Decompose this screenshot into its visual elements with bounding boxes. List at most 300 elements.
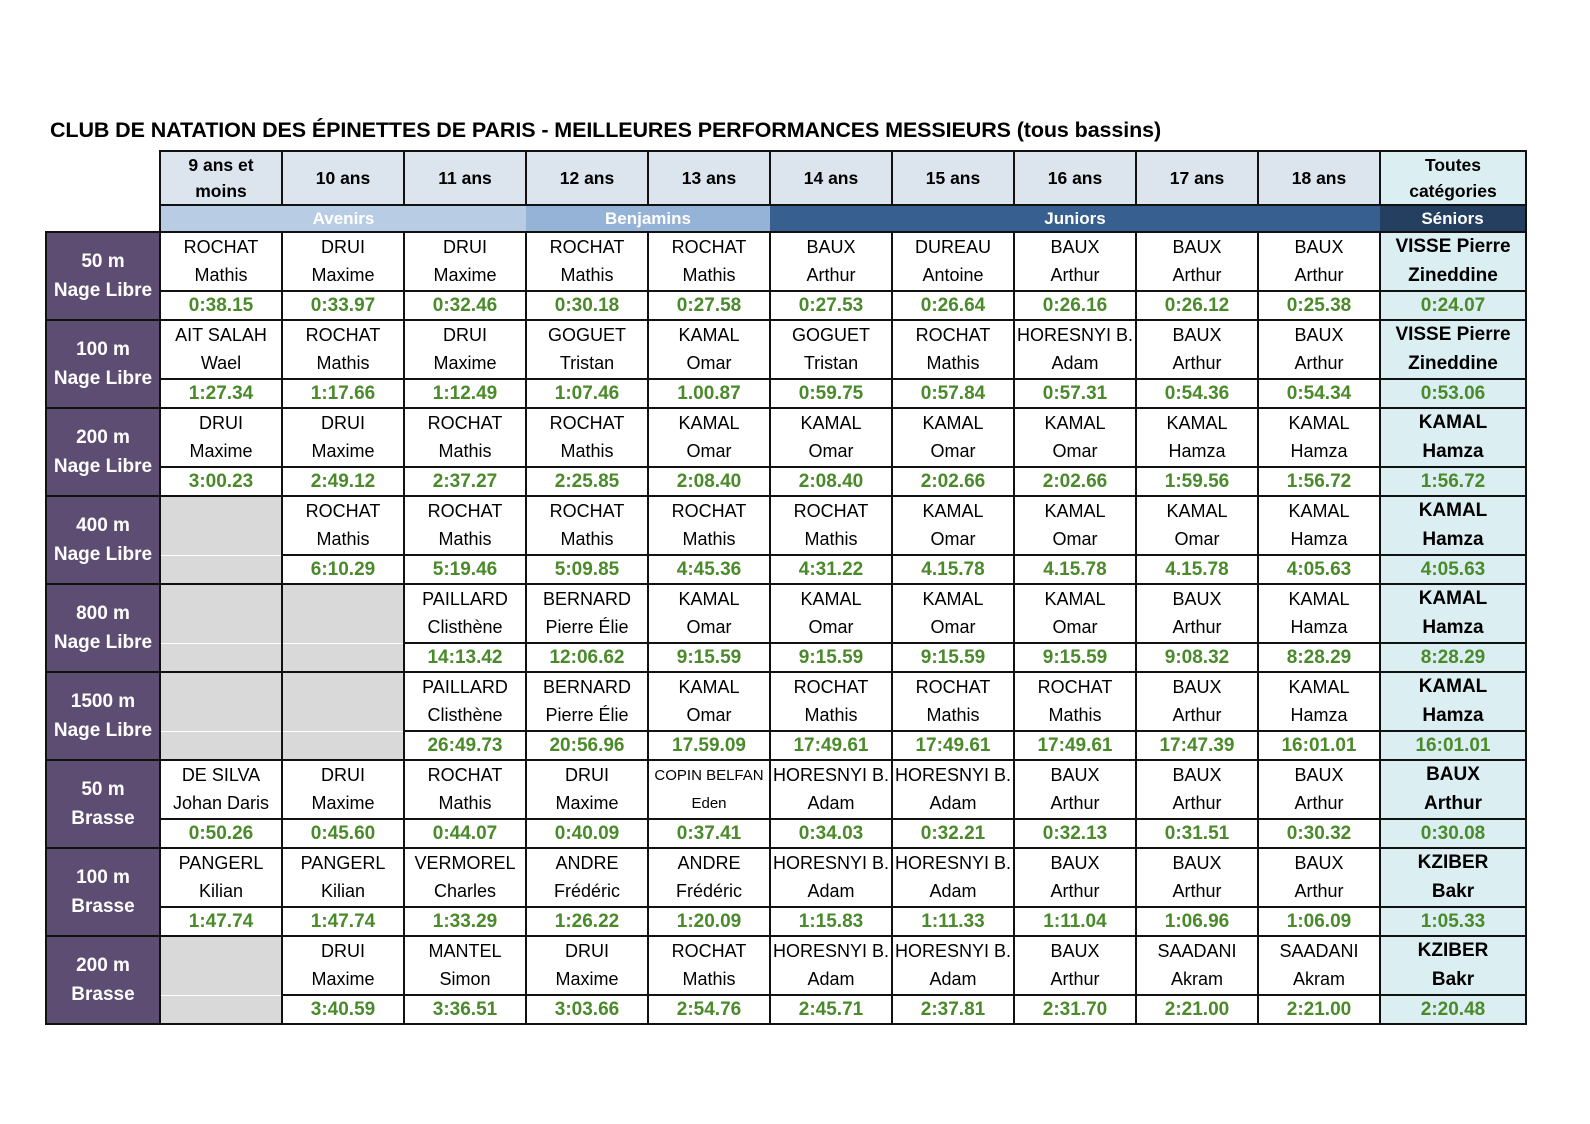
event-label-line: Nage Libre [53, 456, 153, 477]
record-time: 4:05.63 [1380, 555, 1526, 584]
record-time: 3:36.51 [404, 995, 526, 1024]
swimmer-name-line: DRUI [321, 413, 365, 433]
swimmer-name-line: BAUX [1294, 325, 1344, 345]
record-time: 5:09.85 [526, 555, 648, 584]
swimmer-name-line: KAMAL [800, 589, 862, 609]
record-time: 1.00.87 [648, 379, 770, 408]
record-time: 0:57.84 [892, 379, 1014, 408]
event-label-line: 50 m [81, 251, 125, 272]
record-time: 2:54.76 [648, 995, 770, 1024]
swimmer-name [1258, 584, 1380, 643]
record-time: 2:37.81 [892, 995, 1014, 1024]
records-table [45, 150, 1527, 1025]
record-time: 8:28.29 [1380, 643, 1526, 672]
swimmer-name-line: DRUI [565, 765, 609, 785]
swimmer-name [282, 408, 404, 467]
record-time: 2:37.27 [404, 467, 526, 496]
swimmer-name [648, 936, 770, 995]
record-time: 0:33.97 [282, 291, 404, 320]
swimmer-name [770, 936, 892, 995]
swimmer-name [892, 232, 1014, 291]
swimmer-name [1258, 672, 1380, 731]
swimmer-name-line: Mathis [316, 528, 370, 549]
swimmer-name [770, 584, 892, 643]
swimmer-name [770, 496, 892, 555]
swimmer-name-line: KAMAL [1166, 413, 1228, 433]
record-time: 2:02.66 [892, 467, 1014, 496]
record-time: 0:26.12 [1136, 291, 1258, 320]
swimmer-name-line: BAUX [1172, 765, 1222, 785]
swimmer-name-line: KZIBER [1417, 852, 1489, 873]
empty-cell [160, 496, 282, 555]
swimmer-name-line: KAMAL [678, 325, 740, 345]
swimmer-name-line: HORESNYI B. [894, 765, 1012, 785]
swimmer-name [892, 848, 1014, 907]
record-time: 0:26.16 [1014, 291, 1136, 320]
swimmer-name-line: Clisthène [427, 704, 503, 725]
empty-cell [160, 584, 282, 643]
record-time: 0:25.38 [1258, 291, 1380, 320]
swimmer-name-line: DUREAU [914, 237, 991, 257]
swimmer-name [892, 936, 1014, 995]
swimmer-name-line: ROCHAT [671, 501, 747, 521]
swimmer-name [1380, 936, 1526, 995]
swimmer-name [526, 408, 648, 467]
swimmer-name [648, 232, 770, 291]
record-time: 2:02.66 [1014, 467, 1136, 496]
record-time: 0:53.06 [1380, 379, 1526, 408]
swimmer-name-line: SAADANI [1279, 941, 1359, 961]
swimmer-name-line: ANDRE [677, 853, 741, 873]
swimmer-name-line: BERNARD [542, 589, 631, 609]
swimmer-name-line: DRUI [321, 237, 365, 257]
age-column-header: 17 ans [1136, 151, 1258, 205]
category-header: Avenirs [160, 205, 526, 232]
swimmer-name-line: Arthur [1294, 792, 1344, 813]
record-time: 0:44.07 [404, 819, 526, 848]
record-time: 9:15.59 [648, 643, 770, 672]
record-time: 0:32.46 [404, 291, 526, 320]
swimmer-name [526, 760, 648, 819]
record-time: 2:49.12 [282, 467, 404, 496]
swimmer-name-line: Hamza [1290, 440, 1348, 461]
record-time: 1:12.49 [404, 379, 526, 408]
swimmer-name [892, 760, 1014, 819]
record-time: 4.15.78 [1014, 555, 1136, 584]
swimmer-name-line: Mathis [438, 792, 492, 813]
record-time: 0:38.15 [160, 291, 282, 320]
swimmer-name-line: Adam [807, 880, 855, 901]
record-time: 1:05.33 [1380, 907, 1526, 936]
record-time: 3:40.59 [282, 995, 404, 1024]
swimmer-name-line: Zineddine [1408, 352, 1498, 374]
record-time: 1:15.83 [770, 907, 892, 936]
swimmer-name-line: BAUX [1172, 589, 1222, 609]
swimmer-name [648, 760, 770, 819]
swimmer-name-line: Hamza [1290, 704, 1348, 725]
empty-cell [160, 643, 282, 672]
swimmer-name-line: KAMAL [1044, 501, 1106, 521]
swimmer-name-line: ROCHAT [305, 501, 381, 521]
event-label [46, 320, 160, 408]
swimmer-name-line: MANTEL [428, 941, 502, 961]
swimmer-name-line: Hamza [1422, 704, 1484, 726]
swimmer-name-line: Tristan [559, 352, 615, 373]
swimmer-name-line: Adam [929, 792, 977, 813]
swimmer-name-line: Arthur [1050, 968, 1100, 989]
age-column-header: 13 ans [648, 151, 770, 205]
swimmer-name-line: BAUX [1172, 853, 1222, 873]
swimmer-name-line: KAMAL [1418, 676, 1488, 697]
swimmer-name [1014, 936, 1136, 995]
swimmer-name [1136, 672, 1258, 731]
swimmer-name-line: BAUX [1050, 765, 1100, 785]
record-time: 1:56.72 [1258, 467, 1380, 496]
swimmer-name-line: Adam [807, 968, 855, 989]
swimmer-name-line: BAUX [1172, 677, 1222, 697]
swimmer-name-line: KAMAL [678, 413, 740, 433]
swimmer-name-line: KAMAL [1288, 589, 1350, 609]
swimmer-name-line: COPIN BELFAN [654, 767, 764, 784]
swimmer-name-line: ROCHAT [549, 501, 625, 521]
swimmer-name-line: Mathis [194, 264, 248, 285]
swimmer-name [1380, 584, 1526, 643]
record-time: 0:30.32 [1258, 819, 1380, 848]
swimmer-name [1258, 496, 1380, 555]
age-column-header: 11 ans [404, 151, 526, 205]
swimmer-name-line: Frédéric [553, 880, 620, 901]
swimmer-name-line: ROCHAT [427, 413, 503, 433]
swimmer-name [1014, 848, 1136, 907]
swimmer-name-line: Hamza [1422, 440, 1484, 462]
swimmer-name-line: Hamza [1290, 616, 1348, 637]
swimmer-name-line: KZIBER [1417, 940, 1489, 961]
swimmer-name [1014, 408, 1136, 467]
swimmer-name-line: KAMAL [1288, 501, 1350, 521]
event-label-line: Nage Libre [53, 720, 153, 741]
swimmer-name-line: HORESNYI B. [772, 853, 890, 873]
swimmer-name-line: BAUX [1050, 853, 1100, 873]
swimmer-name-line: Mathis [804, 704, 858, 725]
record-time: 0:54.34 [1258, 379, 1380, 408]
swimmer-name [770, 848, 892, 907]
swimmer-name-line: ROCHAT [671, 237, 747, 257]
event-label-line: 200 m [76, 427, 130, 448]
swimmer-name [648, 320, 770, 379]
record-time: 17:49.61 [1014, 731, 1136, 760]
age-column-header: 18 ans [1258, 151, 1380, 205]
swimmer-name-line: BAUX [1294, 853, 1344, 873]
swimmer-name [1136, 848, 1258, 907]
swimmer-name-line: VERMOREL [414, 853, 516, 873]
event-label [46, 584, 160, 672]
swimmer-name-line: Mathis [926, 352, 980, 373]
record-time: 8:28.29 [1258, 643, 1380, 672]
record-time: 1:56.72 [1380, 467, 1526, 496]
empty-cell [160, 995, 282, 1024]
event-label-line: Nage Libre [53, 544, 153, 565]
record-time: 1:07.46 [526, 379, 648, 408]
swimmer-name-line: HORESNYI B. [1016, 325, 1134, 345]
swimmer-name-line: Akram [1170, 968, 1223, 989]
event-label [46, 848, 160, 936]
swimmer-name [404, 232, 526, 291]
record-time: 0:30.08 [1380, 819, 1526, 848]
record-time: 4:05.63 [1258, 555, 1380, 584]
swimmer-name-line: Adam [1051, 352, 1099, 373]
swimmer-name [282, 496, 404, 555]
swimmer-name-line: KAMAL [678, 589, 740, 609]
record-time: 2:21.00 [1258, 995, 1380, 1024]
event-label [46, 496, 160, 584]
swimmer-name [892, 672, 1014, 731]
swimmer-name-line: Mathis [316, 352, 370, 373]
record-time: 0:27.53 [770, 291, 892, 320]
swimmer-name-line: BERNARD [542, 677, 631, 697]
swimmer-name [892, 408, 1014, 467]
record-time: 5:19.46 [404, 555, 526, 584]
swimmer-name-line: Eden [691, 794, 727, 812]
swimmer-name-line: KAMAL [1166, 501, 1228, 521]
swimmer-name [1380, 232, 1526, 291]
swimmer-name-line: ROCHAT [427, 765, 503, 785]
swimmer-name-line: ROCHAT [793, 677, 869, 697]
swimmer-name [648, 848, 770, 907]
record-time: 1:27.34 [160, 379, 282, 408]
age-column-header: Toutes catégories [1380, 151, 1526, 205]
swimmer-name-line: Arthur [1172, 704, 1222, 725]
swimmer-name-line: Omar [1174, 528, 1220, 549]
swimmer-name-line: Maxime [189, 440, 253, 461]
swimmer-name-line: HORESNYI B. [894, 941, 1012, 961]
swimmer-name [1136, 232, 1258, 291]
swimmer-name-line: KAMAL [1418, 588, 1488, 609]
record-time: 0:24.07 [1380, 291, 1526, 320]
swimmer-name-line: Hamza [1290, 528, 1348, 549]
swimmer-name-line: Tristan [803, 352, 859, 373]
empty-cell [282, 672, 404, 731]
swimmer-name-line: ROCHAT [793, 501, 869, 521]
swimmer-name-line: Maxime [311, 792, 375, 813]
record-time: 17:49.61 [770, 731, 892, 760]
swimmer-name-line: Mathis [560, 440, 614, 461]
record-time: 9:15.59 [892, 643, 1014, 672]
swimmer-name [1136, 496, 1258, 555]
swimmer-name-line: Maxime [311, 440, 375, 461]
swimmer-name [1380, 848, 1526, 907]
swimmer-name [1136, 408, 1258, 467]
record-time: 2:25.85 [526, 467, 648, 496]
swimmer-name [160, 760, 282, 819]
event-label-line: 400 m [76, 515, 130, 536]
swimmer-name-line: Mathis [438, 440, 492, 461]
record-time: 26:49.73 [404, 731, 526, 760]
record-time: 0:50.26 [160, 819, 282, 848]
event-label-line: 1500 m [70, 691, 136, 712]
swimmer-name-line: DRUI [321, 765, 365, 785]
record-time: 0:37.41 [648, 819, 770, 848]
swimmer-name-line: Antoine [922, 264, 984, 285]
swimmer-name-line: Pierre Élie [545, 704, 629, 725]
swimmer-name-line: ROCHAT [427, 501, 503, 521]
swimmer-name-line: Omar [930, 440, 976, 461]
swimmer-name-line: Frédéric [675, 880, 742, 901]
swimmer-name-line: Maxime [311, 968, 375, 989]
swimmer-name-line: Omar [1052, 528, 1098, 549]
swimmer-name [1136, 760, 1258, 819]
swimmer-name-line: DRUI [321, 941, 365, 961]
record-time: 1:47.74 [282, 907, 404, 936]
swimmer-name-line: KAMAL [1044, 413, 1106, 433]
event-label [46, 936, 160, 1024]
swimmer-name-line: Arthur [1050, 880, 1100, 901]
swimmer-name-line: Maxime [311, 264, 375, 285]
record-time: 1:47.74 [160, 907, 282, 936]
record-time: 2:45.71 [770, 995, 892, 1024]
swimmer-name-line: Arthur [1050, 792, 1100, 813]
swimmer-name-line: HORESNYI B. [894, 853, 1012, 873]
swimmer-name-line: Mathis [1048, 704, 1102, 725]
record-time: 0:34.03 [770, 819, 892, 848]
swimmer-name [770, 760, 892, 819]
record-time: 1:59.56 [1136, 467, 1258, 496]
swimmer-name-line: BAUX [1050, 941, 1100, 961]
swimmer-name-line: ROCHAT [183, 237, 259, 257]
record-time: 9:15.59 [1014, 643, 1136, 672]
swimmer-name-line: VISSE Pierre [1395, 324, 1511, 345]
swimmer-name-line: Omar [930, 616, 976, 637]
swimmer-name-line: Omar [1052, 616, 1098, 637]
event-label-line: Brasse [71, 808, 135, 829]
swimmer-name-line: KAMAL [1288, 677, 1350, 697]
swimmer-name [404, 408, 526, 467]
swimmer-name-line: Arthur [1423, 792, 1483, 814]
swimmer-name [892, 320, 1014, 379]
age-column-header: 15 ans [892, 151, 1014, 205]
swimmer-name [1136, 936, 1258, 995]
event-label-line: Brasse [71, 896, 135, 917]
swimmer-name-line: HORESNYI B. [772, 941, 890, 961]
swimmer-name-line: Omar [686, 352, 732, 373]
record-time: 2:31.70 [1014, 995, 1136, 1024]
swimmer-name-line: BAUX [1294, 765, 1344, 785]
swimmer-name-line: ROCHAT [549, 237, 625, 257]
empty-cell [160, 936, 282, 995]
swimmer-name-line: Maxime [555, 792, 619, 813]
swimmer-name [526, 232, 648, 291]
swimmer-name [1258, 936, 1380, 995]
swimmer-name-line: GOGUET [791, 325, 870, 345]
record-time: 12:06.62 [526, 643, 648, 672]
record-time: 0:27.58 [648, 291, 770, 320]
empty-cell [282, 584, 404, 643]
event-label [46, 232, 160, 320]
swimmer-name [770, 408, 892, 467]
swimmer-name [526, 848, 648, 907]
swimmer-name [1014, 496, 1136, 555]
corner-cell [46, 205, 160, 232]
swimmer-name [282, 848, 404, 907]
swimmer-name-line: Arthur [1050, 264, 1100, 285]
swimmer-name-line: DRUI [565, 941, 609, 961]
record-time: 1:11.04 [1014, 907, 1136, 936]
swimmer-name-line: Omar [686, 616, 732, 637]
swimmer-name-line: Clisthène [427, 616, 503, 637]
record-time: 16:01.01 [1258, 731, 1380, 760]
swimmer-name [1380, 496, 1526, 555]
empty-cell [160, 731, 282, 760]
record-time: 1:11.33 [892, 907, 1014, 936]
category-header: Benjamins [526, 205, 770, 232]
swimmer-name [526, 672, 648, 731]
swimmer-name-line: Akram [1292, 968, 1345, 989]
swimmer-name-line: KAMAL [1418, 500, 1488, 521]
swimmer-name [1258, 232, 1380, 291]
swimmer-name [404, 496, 526, 555]
swimmer-name-line: PAILLARD [422, 677, 508, 697]
swimmer-name-line: Bakr [1431, 880, 1475, 902]
record-time: 0:54.36 [1136, 379, 1258, 408]
swimmer-name-line: BAUX [1172, 237, 1222, 257]
swimmer-name-line: DE SILVA [181, 765, 261, 785]
age-column-header: 9 ans et moins [160, 151, 282, 205]
swimmer-name-line: Omar [808, 616, 854, 637]
record-time: 2:08.40 [648, 467, 770, 496]
swimmer-name [526, 496, 648, 555]
swimmer-name [1258, 760, 1380, 819]
swimmer-name-line: PANGERL [178, 853, 264, 873]
page-title: CLUB DE NATATION DES ÉPINETTES DE PARIS - MEILLEURES PERFORMANCES MESSIEURS (tous bassins) [50, 118, 1162, 142]
swimmer-name-line: PAILLARD [422, 589, 508, 609]
swimmer-name-line: Maxime [433, 264, 497, 285]
swimmer-name [404, 320, 526, 379]
swimmer-name-line: Adam [929, 880, 977, 901]
record-time: 9:15.59 [770, 643, 892, 672]
swimmer-name [160, 320, 282, 379]
swimmer-name [160, 408, 282, 467]
swimmer-name [404, 848, 526, 907]
corner-cell [46, 151, 160, 205]
category-header: Juniors [770, 205, 1380, 232]
swimmer-name-line: Zineddine [1408, 264, 1498, 286]
swimmer-name [1014, 760, 1136, 819]
swimmer-name [770, 232, 892, 291]
swimmer-name-line: VISSE Pierre [1395, 236, 1511, 257]
empty-cell [160, 672, 282, 731]
swimmer-name [648, 672, 770, 731]
event-label-line: 50 m [81, 779, 125, 800]
record-time: 0:32.13 [1014, 819, 1136, 848]
swimmer-name [526, 320, 648, 379]
swimmer-name [1136, 320, 1258, 379]
swimmer-name [282, 232, 404, 291]
swimmer-name [404, 672, 526, 731]
swimmer-name [160, 232, 282, 291]
swimmer-name-line: KAMAL [678, 677, 740, 697]
swimmer-name-line: ROCHAT [671, 941, 747, 961]
swimmer-name [526, 584, 648, 643]
swimmer-name-line: KAMAL [1418, 412, 1488, 433]
record-time: 2:21.00 [1136, 995, 1258, 1024]
age-column-header: 16 ans [1014, 151, 1136, 205]
swimmer-name [282, 936, 404, 995]
swimmer-name-line: Mathis [682, 264, 736, 285]
record-time: 4.15.78 [1136, 555, 1258, 584]
swimmer-name-line: Kilian [198, 880, 244, 901]
record-time: 0:30.18 [526, 291, 648, 320]
swimmer-name [1258, 408, 1380, 467]
record-time: 1:17.66 [282, 379, 404, 408]
